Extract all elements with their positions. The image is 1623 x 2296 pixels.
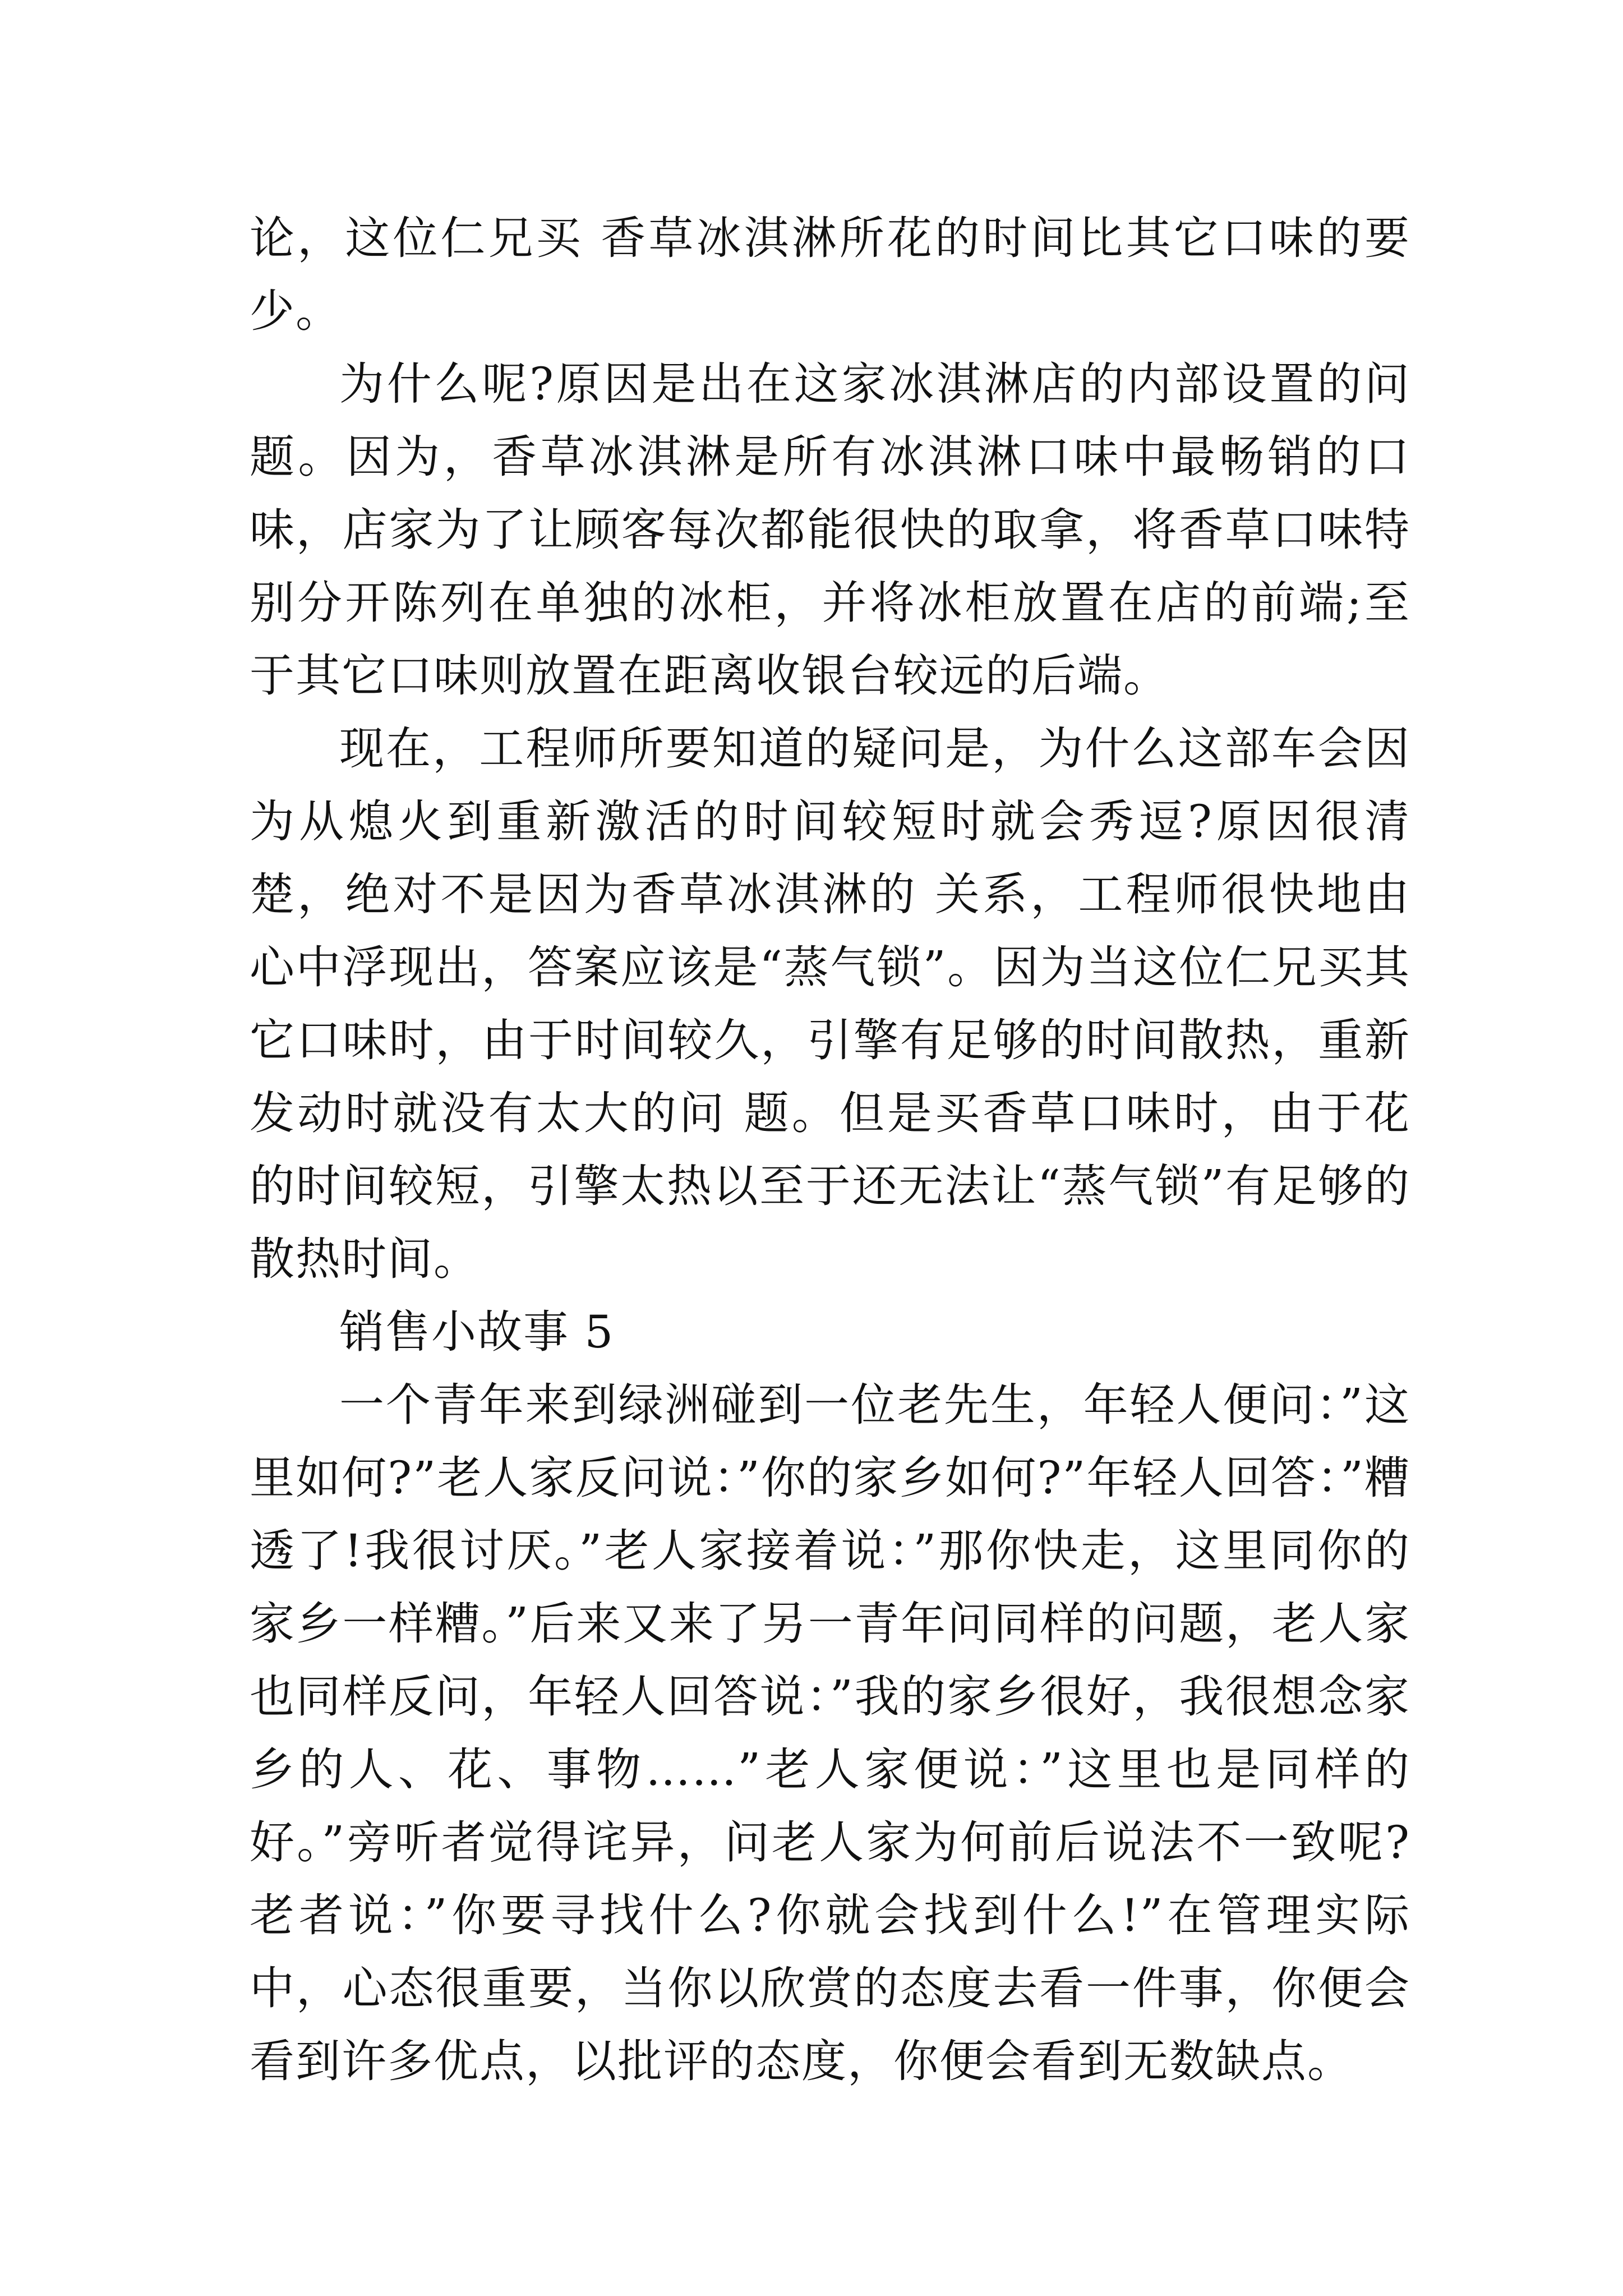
- paragraph-vapor-lock: 现在，工程师所要知道的疑问是，为什么这部车会因为从熄火到重新激活的时间较短时就会秀逗?原因很清楚，绝对不是因为香草冰淇淋的 关系，工程师很快地由心中浮现出，答案应该是“蒸气锁”。因为当这位仁兄买其它口味时，由于时间较久，引擎有足够的时间散热，重新发动时就没有太大的问 题。但是买香草口味时，由于花的时间较短，引擎太热以至于还无法让“蒸气锁”有足够的散热时间。: [250, 723, 1410, 1285]
- paragraph-vanilla-explanation: 为什么呢?原因是出在这家冰淇淋店的内部设置的问题。因为，香草冰淇淋是所有冰淇淋口味中最畅销的口味，店家为了让顾客每次都能很快的取拿，将香草口味特别分开陈列在单独的冰柜，并将冰柜放置在店的前端;至于其它口味则放置在距离收银台较远的后端。: [250, 358, 1410, 702]
- document-body: [250, 202, 1410, 2098]
- paragraph-continued: 论，这位仁兄买 香草冰淇淋所花的时间比其它口味的要少。: [250, 212, 1410, 337]
- paragraph-oasis-story: 一个青年来到绿洲碰到一位老先生，年轻人便问：”这里如何?”老人家反问说：”你的家乡如何?”年轻人回答：”糟透了!我很讨厌。”老人家接着说：”那你快走，这里同你的家乡一样糟。”后来又来了另一青年问同样的问题，老人家也同样反问，年轻人回答说：”我的家乡很好，我很想念家乡的人、花、事物……”老人家便说：”这里也是同样的好。”旁听者觉得诧异，问老人家为何前后说法不一致呢?老者说：”你要寻找什么?你就会找到什么!”在管理实际中，心态很重要，当你以欣赏的态度去看一件事，你便会看到许多优点，以批评的态度，你便会看到无数缺点。: [250, 1379, 1410, 2087]
- section-heading: 销售小故事 5: [339, 1306, 615, 1358]
